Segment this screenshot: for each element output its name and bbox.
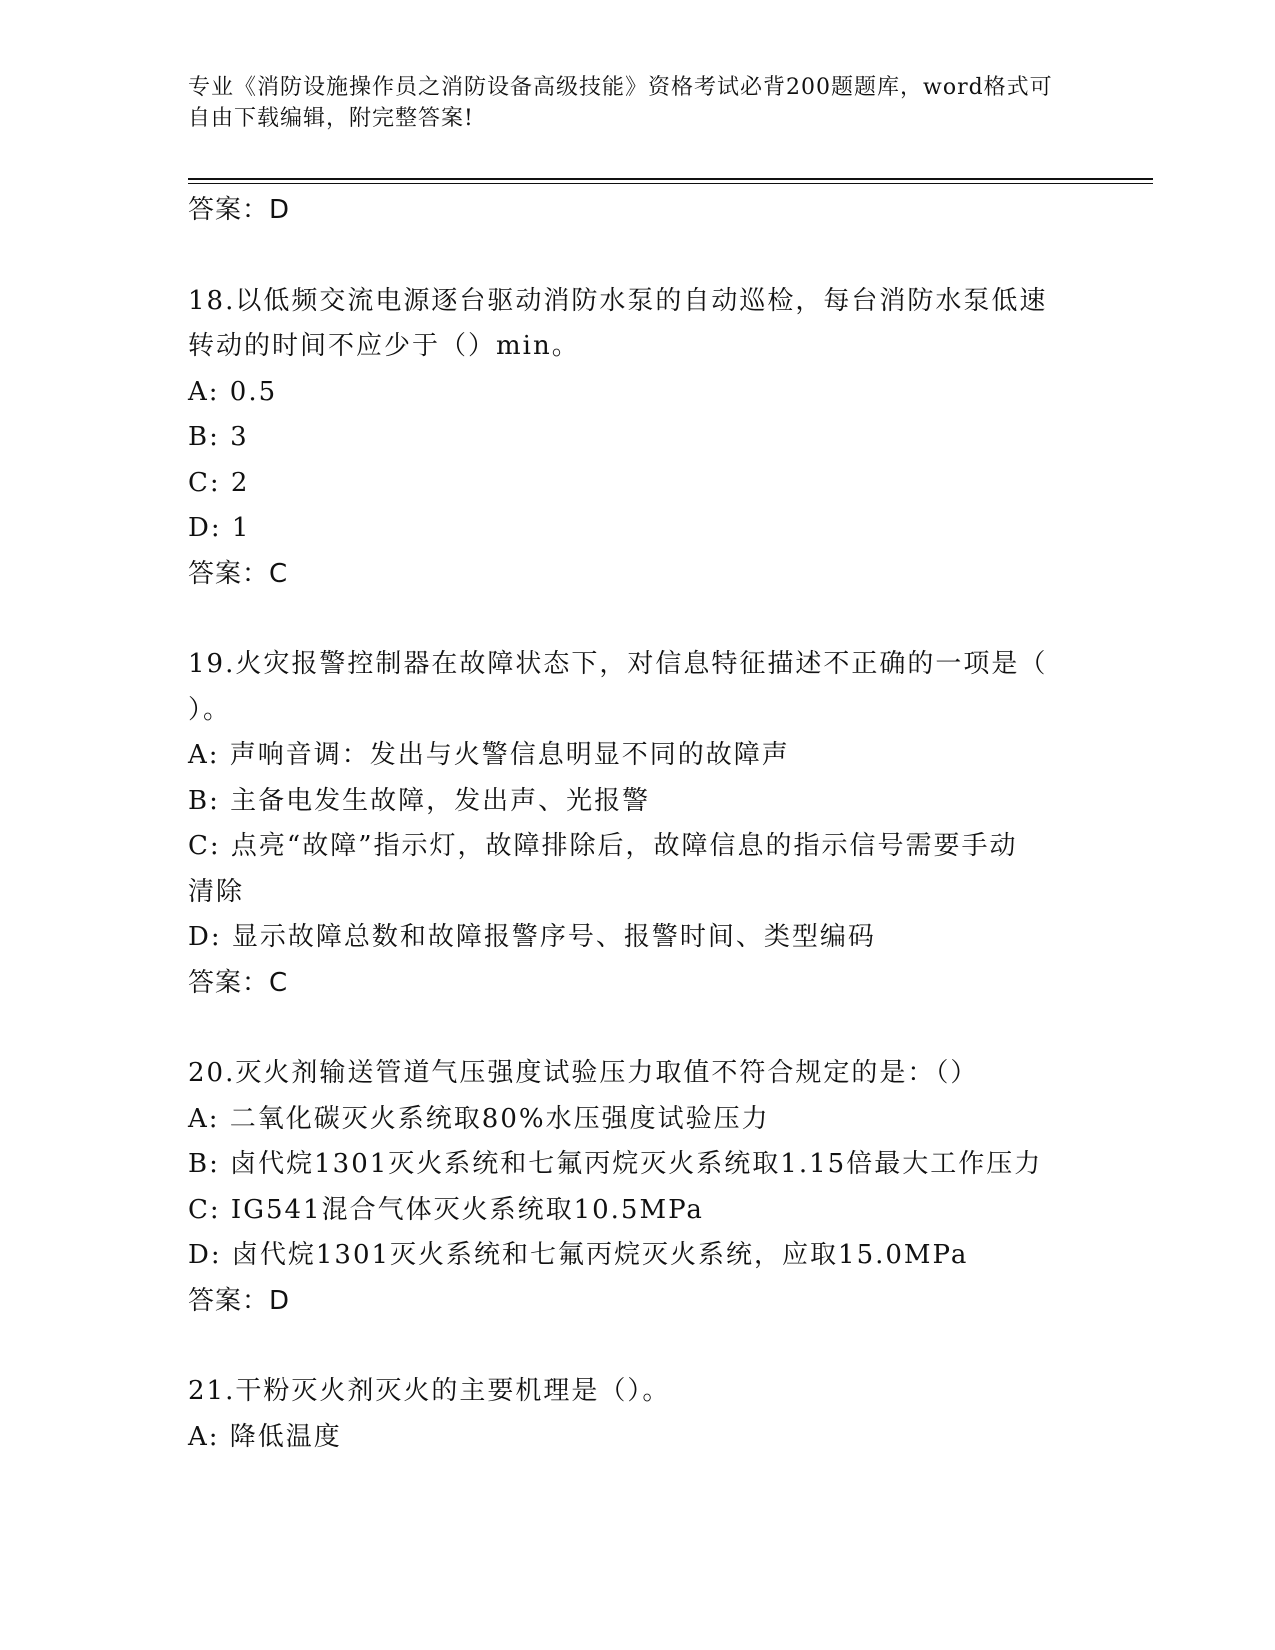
option-b: B: 卤代烷1301灭火系统和七氟丙烷灭火系统取1.15倍最大工作压力 bbox=[188, 1149, 1043, 1179]
question-stem-line: 转动的时间不应少于（）min。 bbox=[188, 331, 580, 361]
option-a: A: 二氧化碳灭火系统取80%水压强度试验压力 bbox=[188, 1103, 770, 1134]
option-c: C: 2 bbox=[188, 467, 250, 498]
option-b: B: 主备电发生故障，发出声、光报警 bbox=[188, 785, 651, 816]
question-20 bbox=[188, 1051, 1088, 1324]
question-stem-line: ）。 bbox=[188, 694, 232, 725]
option-c: C: IG541混合气体灭火系统取10.5MPa bbox=[188, 1194, 704, 1225]
question-stem-line: 19.火灾报警控制器在故障状态下，对信息特征描述不正确的一项是（ bbox=[188, 649, 1048, 679]
question-content bbox=[188, 188, 1088, 1460]
spacer bbox=[188, 1324, 1088, 1369]
option-d: D: 显示故障总数和故障报警序号、报警时间、类型编码 bbox=[188, 922, 876, 952]
option-c: C: 点亮“故障”指示灯，故障排除后，故障信息的指示信号需要手动 bbox=[188, 831, 1018, 861]
question-19 bbox=[188, 642, 1088, 1006]
question-21 bbox=[188, 1369, 1088, 1460]
option-a: A: 降低温度 bbox=[188, 1421, 342, 1452]
spacer bbox=[188, 597, 1088, 642]
option-c-continued: 清除 bbox=[188, 876, 245, 907]
question-18 bbox=[188, 279, 1088, 598]
option-d: D: 卤代烷1301灭火系统和七氟丙烷灭火系统，应取15.0MPa bbox=[188, 1240, 969, 1270]
spacer bbox=[188, 234, 1088, 279]
question-stem-line: 18.以低频交流电源逐台驱动消防水泵的自动巡检，每台消防水泵低速 bbox=[188, 285, 1048, 316]
question-stem-line: 21.干粉灭火剂灭火的主要机理是（）。 bbox=[188, 1376, 671, 1406]
option-d: D: 1 bbox=[188, 513, 251, 543]
spacer bbox=[188, 1006, 1088, 1051]
header-rule-thin bbox=[188, 183, 1153, 184]
previous-answer: 答案：D bbox=[188, 195, 291, 225]
answer-line: 答案：C bbox=[188, 967, 289, 998]
option-b: B: 3 bbox=[188, 422, 249, 452]
header-rule-thick bbox=[188, 178, 1153, 180]
page-header: 专业《消防设施操作员之消防设备高级技能》资格考试必背200题题库，word格式可自由下载编辑，附完整答案! bbox=[188, 75, 1053, 131]
answer-line: 答案：C bbox=[188, 558, 289, 589]
question-stem-line: 20.灭火剂输送管道气压强度试验压力取值不符合规定的是：（） bbox=[188, 1058, 979, 1088]
answer-line: 答案：D bbox=[188, 1285, 291, 1316]
option-a: A: 0.5 bbox=[188, 376, 278, 407]
option-a: A: 声响音调：发出与火警信息明显不同的故障声 bbox=[188, 740, 790, 770]
